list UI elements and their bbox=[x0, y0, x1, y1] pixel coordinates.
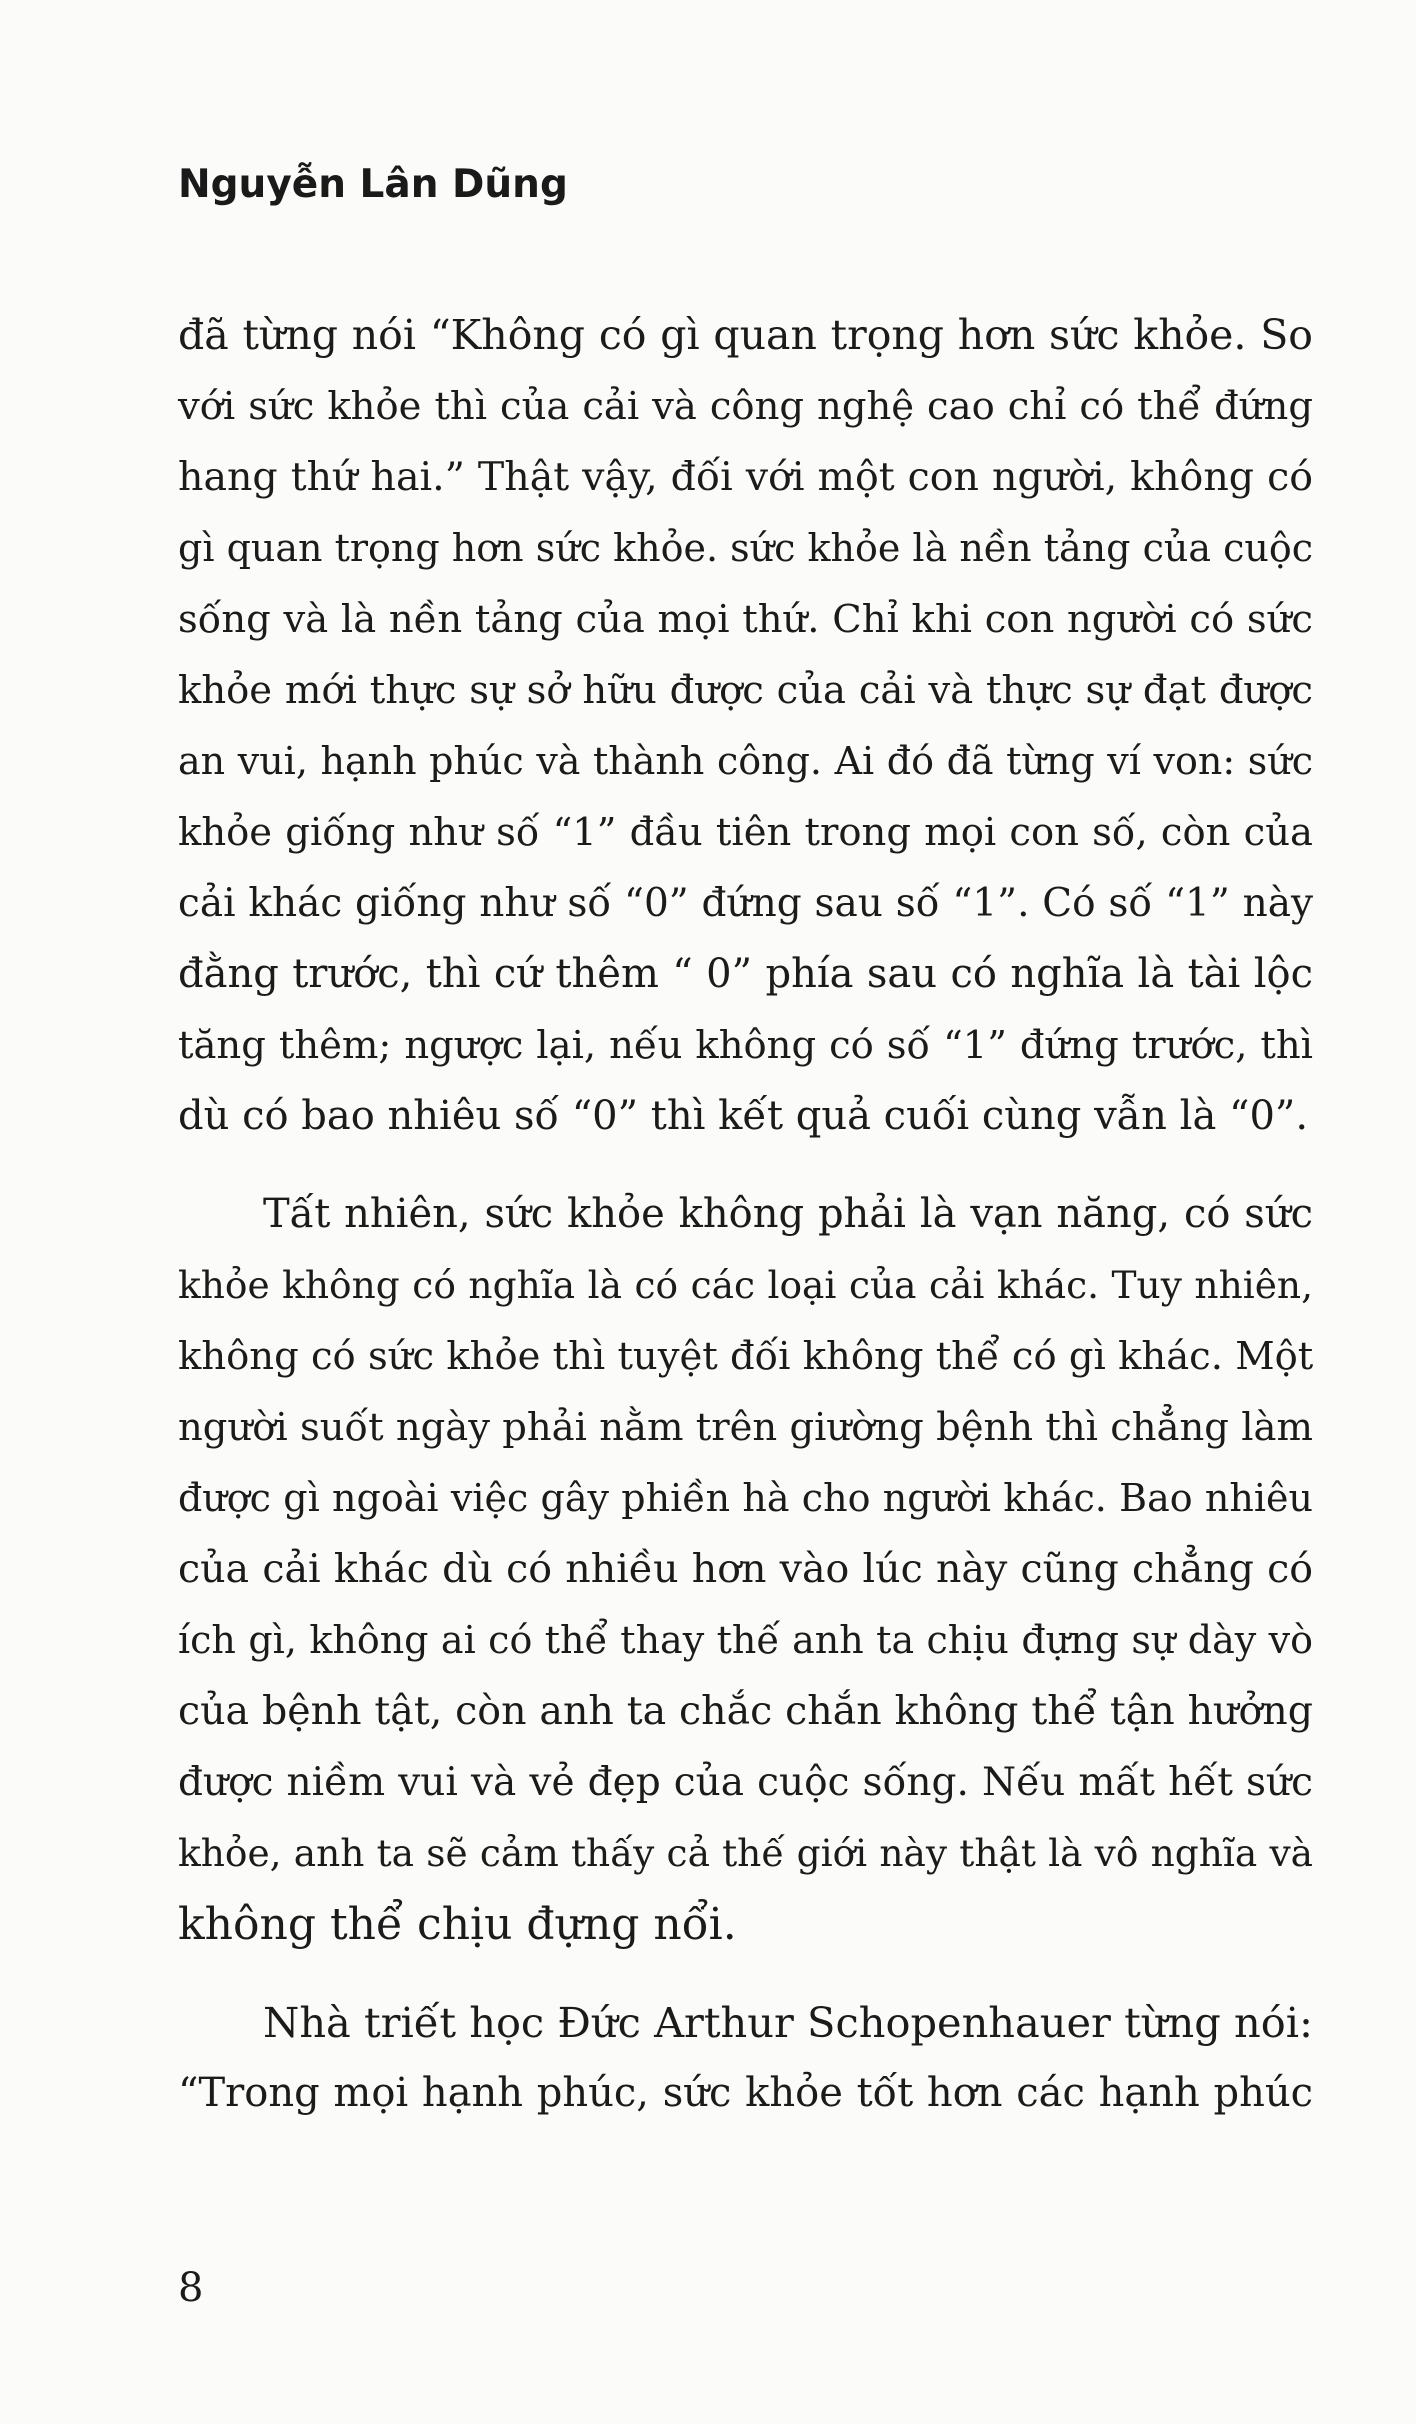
text-line: Tất nhiên, sức khỏe không phải là vạn năng, có sức bbox=[263, 1191, 1313, 1237]
text-line: đã từng nói “Không có gì quan trọng hơn sức khỏe. So bbox=[178, 311, 1313, 359]
text-line: của bệnh tật, còn anh ta chắc chắn không thể tận hưởng bbox=[178, 1688, 1313, 1734]
text-line: được gì ngoài việc gây phiền hà cho người khác. Bao nhiêu bbox=[178, 1476, 1313, 1520]
text-line: cải khác giống như số “0” đứng sau số “1”. Có số “1” này bbox=[178, 881, 1313, 926]
text-line: khỏe mới thực sự sở hữu được của cải và thực sự đạt được bbox=[178, 668, 1313, 713]
page-number: 8 bbox=[178, 2265, 204, 2311]
text-line: tăng thêm; ngược lại, nếu không có số “1” đứng trước, thì bbox=[178, 1023, 1313, 1068]
text-line: của cải khác dù có nhiều hơn vào lúc này cũng chẳng có bbox=[178, 1546, 1313, 1592]
body-text bbox=[178, 300, 1313, 2156]
text-line: không thể chịu đựng nổi. bbox=[178, 1899, 737, 1950]
text-line: không có sức khỏe thì tuyệt đối không thể có gì khác. Một bbox=[178, 1334, 1314, 1379]
text-line: hang thứ hai.” Thật vậy, đối với một con người, không có bbox=[178, 454, 1313, 500]
text-line: gì quan trọng hơn sức khỏe. sức khỏe là nền tảng của cuộc bbox=[178, 526, 1313, 570]
paragraph-3 bbox=[178, 1987, 1313, 2129]
text-line: được niềm vui và vẻ đẹp của cuộc sống. Nếu mất hết sức bbox=[178, 1760, 1313, 1805]
text-line: an vui, hạnh phúc và thành công. Ai đó đã từng ví von: sức bbox=[178, 739, 1313, 783]
text-line: ích gì, không ai có thể thay thế anh ta chịu đựng sự dày vò bbox=[178, 1618, 1313, 1662]
text-line: Nhà triết học Đức Arthur Schopenhauer từng nói: bbox=[263, 1998, 1313, 2047]
paragraph-1 bbox=[178, 300, 1313, 1152]
text-line: người suốt ngày phải nằm trên giường bệnh thì chẳng làm bbox=[178, 1405, 1313, 1450]
text-line: dù có bao nhiêu số “0” thì kết quả cuối cùng vẫn là “0”. bbox=[178, 1093, 1309, 1139]
text-line: khỏe giống như số “1” đầu tiên trong mọi con số, còn của bbox=[178, 810, 1313, 855]
text-line: với sức khỏe thì của cải và công nghệ cao chỉ có thể đứng bbox=[178, 384, 1313, 429]
text-line: khỏe, anh ta sẽ cảm thấy cả thế giới này thật là vô nghĩa và bbox=[178, 1831, 1313, 1875]
text-line: sống và là nền tảng của mọi thứ. Chỉ khi con người có sức bbox=[178, 597, 1313, 642]
paragraph-2 bbox=[178, 1179, 1313, 1960]
text-line: khỏe không có nghĩa là có các loại của cải khác. Tuy nhiên, bbox=[178, 1263, 1313, 1307]
running-header-author: Nguyễn Lân Dũng bbox=[178, 162, 568, 207]
text-line: “Trong mọi hạnh phúc, sức khỏe tốt hơn các hạnh phúc bbox=[178, 2070, 1313, 2116]
text-line: đằng trước, thì cứ thêm “ 0” phía sau có nghĩa là tài lộc bbox=[178, 951, 1313, 997]
